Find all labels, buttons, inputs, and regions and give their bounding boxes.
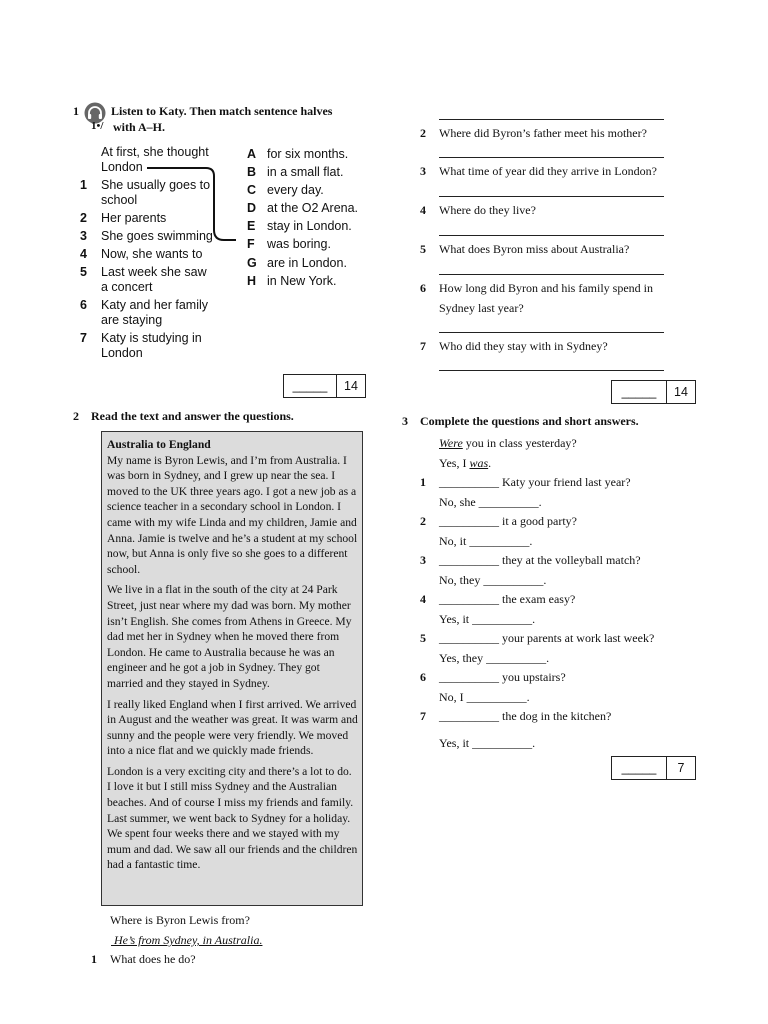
ex2-question: What time of year did they arrive in London? xyxy=(439,164,657,178)
answer-line[interactable] xyxy=(439,274,664,275)
score-blank[interactable]: _____ xyxy=(612,381,667,403)
reading-paragraph: London is a very exciting city and there’s a lot to do. I love it but I still miss Sydney and the Australian beaches. And of course I miss my friends and family. Last summer, we went back to Sydney for a holiday. We spent four weeks there and we stayed with my mum and dad. We saw all our friends and the children had a fantastic time. xyxy=(107,764,358,872)
ex1-left-num: 2 xyxy=(80,211,87,225)
answer-line[interactable] xyxy=(439,332,664,333)
ex3-q-num: 1 xyxy=(420,475,426,489)
ex3-question[interactable]: __________ it a good party? xyxy=(439,514,577,528)
ex2-instruction: Read the text and answer the questions. xyxy=(91,409,294,423)
ex3-example-question: Were you in class yesterday? xyxy=(439,436,577,450)
ex3-q-num: 2 xyxy=(420,514,426,528)
ex2-number: 2 xyxy=(73,409,79,423)
ex1-score-box[interactable] xyxy=(283,374,366,398)
ex3-answer[interactable]: No, she __________. xyxy=(439,495,542,509)
ex2-example-answer: He’s from Sydney, in Australia. xyxy=(114,933,263,947)
ex1-left-item: She usually goes to school xyxy=(101,178,211,207)
ex3-answer[interactable]: Yes, it __________. xyxy=(439,736,536,750)
ex2-question: Where did Byron’s father meet his mother? xyxy=(439,126,647,140)
ex2-score-box[interactable] xyxy=(611,380,696,404)
reading-paragraph: We live in a flat in the south of the city at 24 Park Street, just near where my dad was born. My mother isn’t English. She comes from Athens in Greece. My dad met her in Sydney when he moved there from London. He came to Australia because he was an engineer and he got a job in Sydney. They got married and they stayed in Sydney. xyxy=(107,583,352,690)
ex2-q-num: 1 xyxy=(91,952,97,966)
ex3-score-box[interactable] xyxy=(611,756,696,780)
ex1-left-num: 4 xyxy=(80,247,87,261)
ex3-answer[interactable]: No, it __________. xyxy=(439,534,533,548)
ex1-instruction: Listen to Katy. Then match sentence halves xyxy=(111,104,333,118)
reading-paragraph: My name is Byron Lewis, and I’m from Australia. I was born in Sydney, and I grew up near the sea. I moved to the UK three years ago. I got a new job as a science teacher in a secondary school in London. I came with my wife Linda and my children, Jamie and Anna. Jamie is twelve and he’s a student at my school now, but Anna is only five so she goes to a different school. xyxy=(107,453,358,576)
ex2-question: What does he do? xyxy=(110,952,196,966)
ex3-answer[interactable]: No, they __________. xyxy=(439,573,547,587)
ex1-left-item: Now, she wants to xyxy=(101,247,203,261)
ex2-q-num: 2 xyxy=(420,126,426,140)
ex3-instruction: Complete the questions and short answers. xyxy=(420,414,639,428)
answer-line[interactable] xyxy=(439,157,664,158)
ex1-left-num: 7 xyxy=(80,331,87,345)
ex3-answer[interactable]: No, I __________. xyxy=(439,690,530,704)
ex2-q-num: 6 xyxy=(420,281,426,295)
reading-text-box xyxy=(101,431,363,906)
reading-title: Australia to England xyxy=(107,438,211,451)
ex1-right-item: G are in London. xyxy=(247,255,347,270)
example-match-line xyxy=(140,160,250,250)
ex3-question[interactable]: __________ you upstairs? xyxy=(439,670,566,684)
ex1-left-item: Katy is studying in London xyxy=(101,331,202,360)
ex1-left-item: Katy and her family are staying xyxy=(101,298,208,327)
ex1-instruction-line2: with A–H. xyxy=(113,120,166,134)
reading-paragraph: I really liked England when I first arrived. We arrived in August and the weather was great. It was warm and sunny and the people were very friendly. We moved into a nice flat and we quickly made friends. xyxy=(107,697,358,758)
ex1-left-item: Last week she saw a concert xyxy=(101,265,207,294)
ex3-example-answer: Yes, I was. xyxy=(439,456,492,470)
ex2-question: Where do they live? xyxy=(439,203,536,217)
score-blank[interactable]: _____ xyxy=(284,375,337,397)
ex1-track-number: 1•/ xyxy=(91,120,104,132)
ex3-number: 3 xyxy=(402,414,408,428)
ex3-question[interactable]: __________ the dog in the kitchen? xyxy=(439,709,612,723)
ex1-right-list xyxy=(247,145,358,290)
answer-line[interactable] xyxy=(439,196,664,197)
ex1-left-num: 1 xyxy=(80,178,87,192)
ex3-q-num: 5 xyxy=(420,631,426,645)
ex2-question: What does Byron miss about Australia? xyxy=(439,242,630,256)
ex3-q-num: 7 xyxy=(420,709,426,723)
ex3-question[interactable]: __________ Katy your friend last year? xyxy=(439,475,631,489)
answer-line[interactable] xyxy=(439,370,664,371)
ex2-q-num: 3 xyxy=(420,164,426,178)
ex2-q-num: 7 xyxy=(420,339,426,353)
ex1-right-item: D at the O2 Arena. xyxy=(247,201,359,216)
ex1-right-item: H in New York. xyxy=(247,273,337,288)
score-blank[interactable]: _____ xyxy=(612,757,667,779)
ex1-right-item: B in a small flat. xyxy=(247,165,344,180)
ex3-answer[interactable]: Yes, it __________. xyxy=(439,612,536,626)
ex1-left-item: Her parents xyxy=(101,211,167,225)
ex3-question[interactable]: __________ your parents at work last week? xyxy=(439,631,655,645)
ex1-left-item: She goes swimming xyxy=(101,229,213,243)
ex3-q-num: 3 xyxy=(420,553,426,567)
ex1-right-item: E stay in London. xyxy=(247,219,352,234)
ex2-question: How long did Byron and his family spend in xyxy=(439,281,653,295)
ex1-left-num: 6 xyxy=(80,298,87,312)
ex3-answer[interactable]: Yes, they __________. xyxy=(439,651,550,665)
ex3-q-num: 6 xyxy=(420,670,426,684)
ex3-question[interactable]: __________ the exam easy? xyxy=(439,592,576,606)
answer-line[interactable] xyxy=(439,235,664,236)
ex1-example-left: At first, she thought London xyxy=(101,145,209,174)
ex1-left-num: 3 xyxy=(80,229,87,243)
ex2-q-num: 5 xyxy=(420,242,426,256)
ex1-left-num: 5 xyxy=(80,265,87,279)
ex1-number: 1 xyxy=(73,104,79,118)
ex2-question-line2: Sydney last year? xyxy=(439,301,524,315)
answer-line[interactable] xyxy=(439,119,664,120)
ex3-question[interactable]: __________ they at the volleyball match? xyxy=(439,553,641,567)
score-total: 7 xyxy=(677,761,685,775)
ex3-q-num: 4 xyxy=(420,592,426,606)
ex1-right-item: A for six months. xyxy=(247,147,349,161)
score-total: 14 xyxy=(674,385,688,399)
ex2-question: Who did they stay with in Sydney? xyxy=(439,339,608,353)
ex2-q-num: 4 xyxy=(420,203,426,217)
score-total: 14 xyxy=(344,379,358,393)
ex1-right-item: F was boring. xyxy=(247,237,331,252)
ex2-example-question: Where is Byron Lewis from? xyxy=(110,913,250,927)
ex1-right-item: C every day. xyxy=(247,183,324,198)
